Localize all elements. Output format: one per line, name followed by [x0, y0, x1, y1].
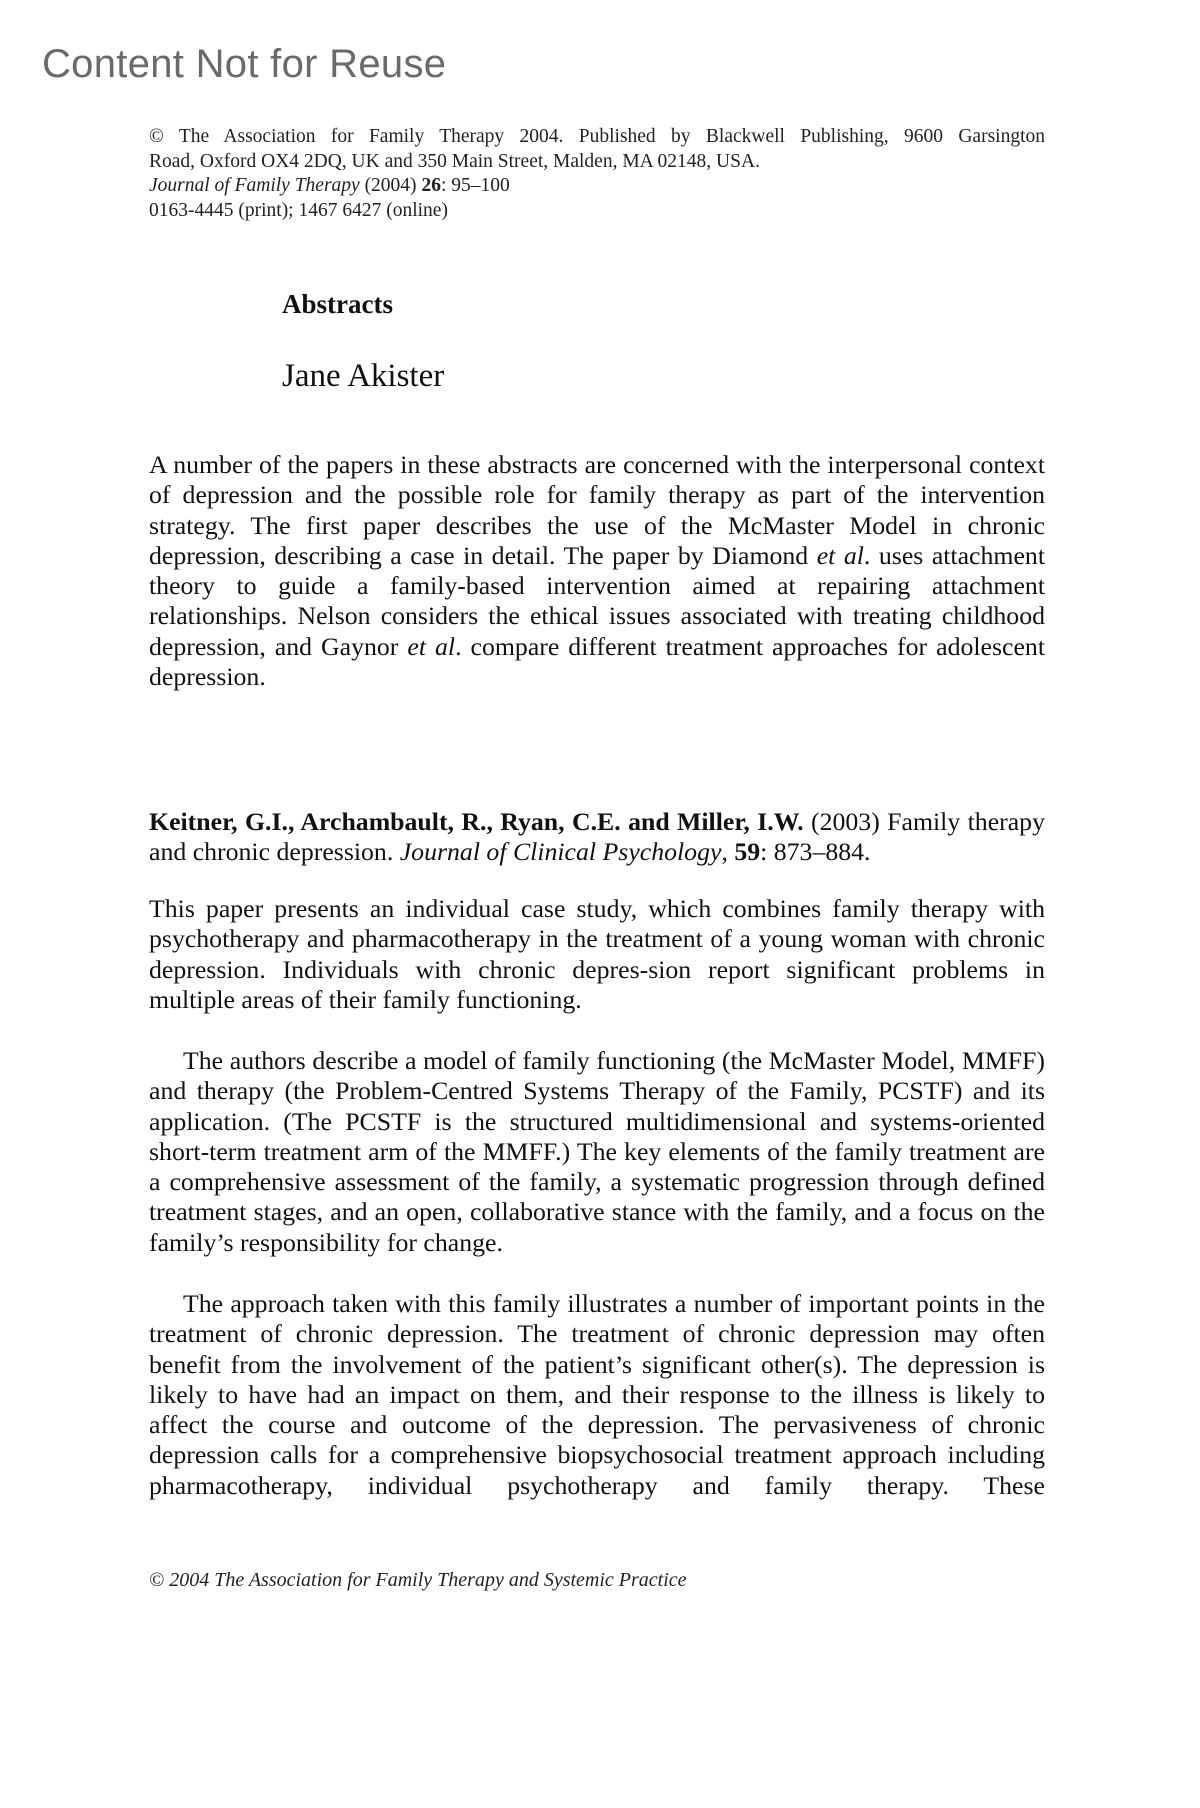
copyright-line-2: Road, Oxford OX4 2DQ, UK and 350 Main Street, Malden, MA 02148, USA. — [149, 150, 760, 172]
reference-authors: Keitner, G.I., Archambault, R., Ryan, C.E. and Miller, I.W. — [149, 807, 804, 836]
intro-text-2: . uses attachment theory to guide a family-based intervention aimed at repairing attachment relationships. Nelson considers the ethical issues associated with treating childhood depression, and Gaynor — [149, 540, 1045, 661]
journal-citation — [149, 174, 1045, 199]
section-heading: Abstracts — [282, 289, 393, 319]
reference-journal: Journal of Clinical Psychology — [399, 837, 722, 867]
page-footer: © 2004 The Association for Family Therapy and Systemic Practice — [149, 1569, 687, 1591]
reference-comma: , — [721, 837, 735, 867]
journal-year: (2004) — [359, 175, 422, 197]
abstract-paragraph-3: The approach taken with this family illustrates a number of important points in the treatment of chronic depression. The treatment of chronic depression may often benefit from the involvement of the patient’s significant other(s). The depression is likely to have had an impact on them, and their response to the illness is likely to affect the course and outcome of the depression. The pervasiveness of chronic depression calls for a comprehensive biopsychosocial treatment approach including pharmacotherapy, individual psychotherapy and family therapy. These — [149, 1289, 1045, 1500]
abstract-paragraph-1: This paper presents an individual case study, which combines family therapy with psychotherapy and pharmacotherapy in the treatment of a young woman with chronic depression. Individuals with chronic depres-sion report significant problems in multiple areas of their family functioning. — [149, 894, 1045, 1014]
et-al-1: et al — [816, 540, 864, 570]
intro-text-3: . compare different treatment approaches for adolescent depression. — [149, 631, 1045, 692]
reference-pages: : 873–884. — [760, 837, 871, 867]
issn-line: 0163-4445 (print); 1467 6427 (online) — [149, 199, 448, 221]
reference-volume: 59 — [734, 837, 761, 867]
et-al-2: et al — [407, 631, 456, 661]
copyright-line-1: © The Association for Family Therapy 2004. Published by Blackwell Publishing, 9600 Garsington — [149, 126, 1045, 147]
abstract-paragraph-2: The authors describe a model of family functioning (the McMaster Model, MMFF) and therapy (the Problem-Centred Systems Therapy of the Family, PCSTF) and its application. (The PCSTF is the structured multidimensional and systems-oriented short-term treatment arm of the MMFF.) The key elements of the family treatment are a comprehensive assessment of the family, a systematic progression through defined treatment stages, and an open, collaborative stance with the family, and a focus on the family’s responsibility for change. — [149, 1046, 1045, 1257]
watermark: Content Not for Reuse — [42, 42, 447, 86]
journal-pages: : 95–100 — [440, 175, 510, 197]
journal-name: Journal of Family Therapy — [149, 175, 360, 197]
reference-citation — [149, 807, 1045, 868]
publication-header — [149, 125, 1045, 223]
intro-paragraph — [149, 450, 1045, 692]
intro-text-1: A number of the papers in these abstracts are concerned with the interpersonal context of depression and the possible role for family therapy as part of the intervention strategy. The first paper describes the use of the McMaster Model in chronic depression, describing a case in detail. The paper by Diamond — [149, 450, 1045, 570]
author-name: Jane Akister — [282, 358, 445, 394]
journal-volume: 26 — [421, 175, 441, 197]
reference-year-title: (2003) Family therapy and chronic depression. — [149, 807, 1045, 867]
